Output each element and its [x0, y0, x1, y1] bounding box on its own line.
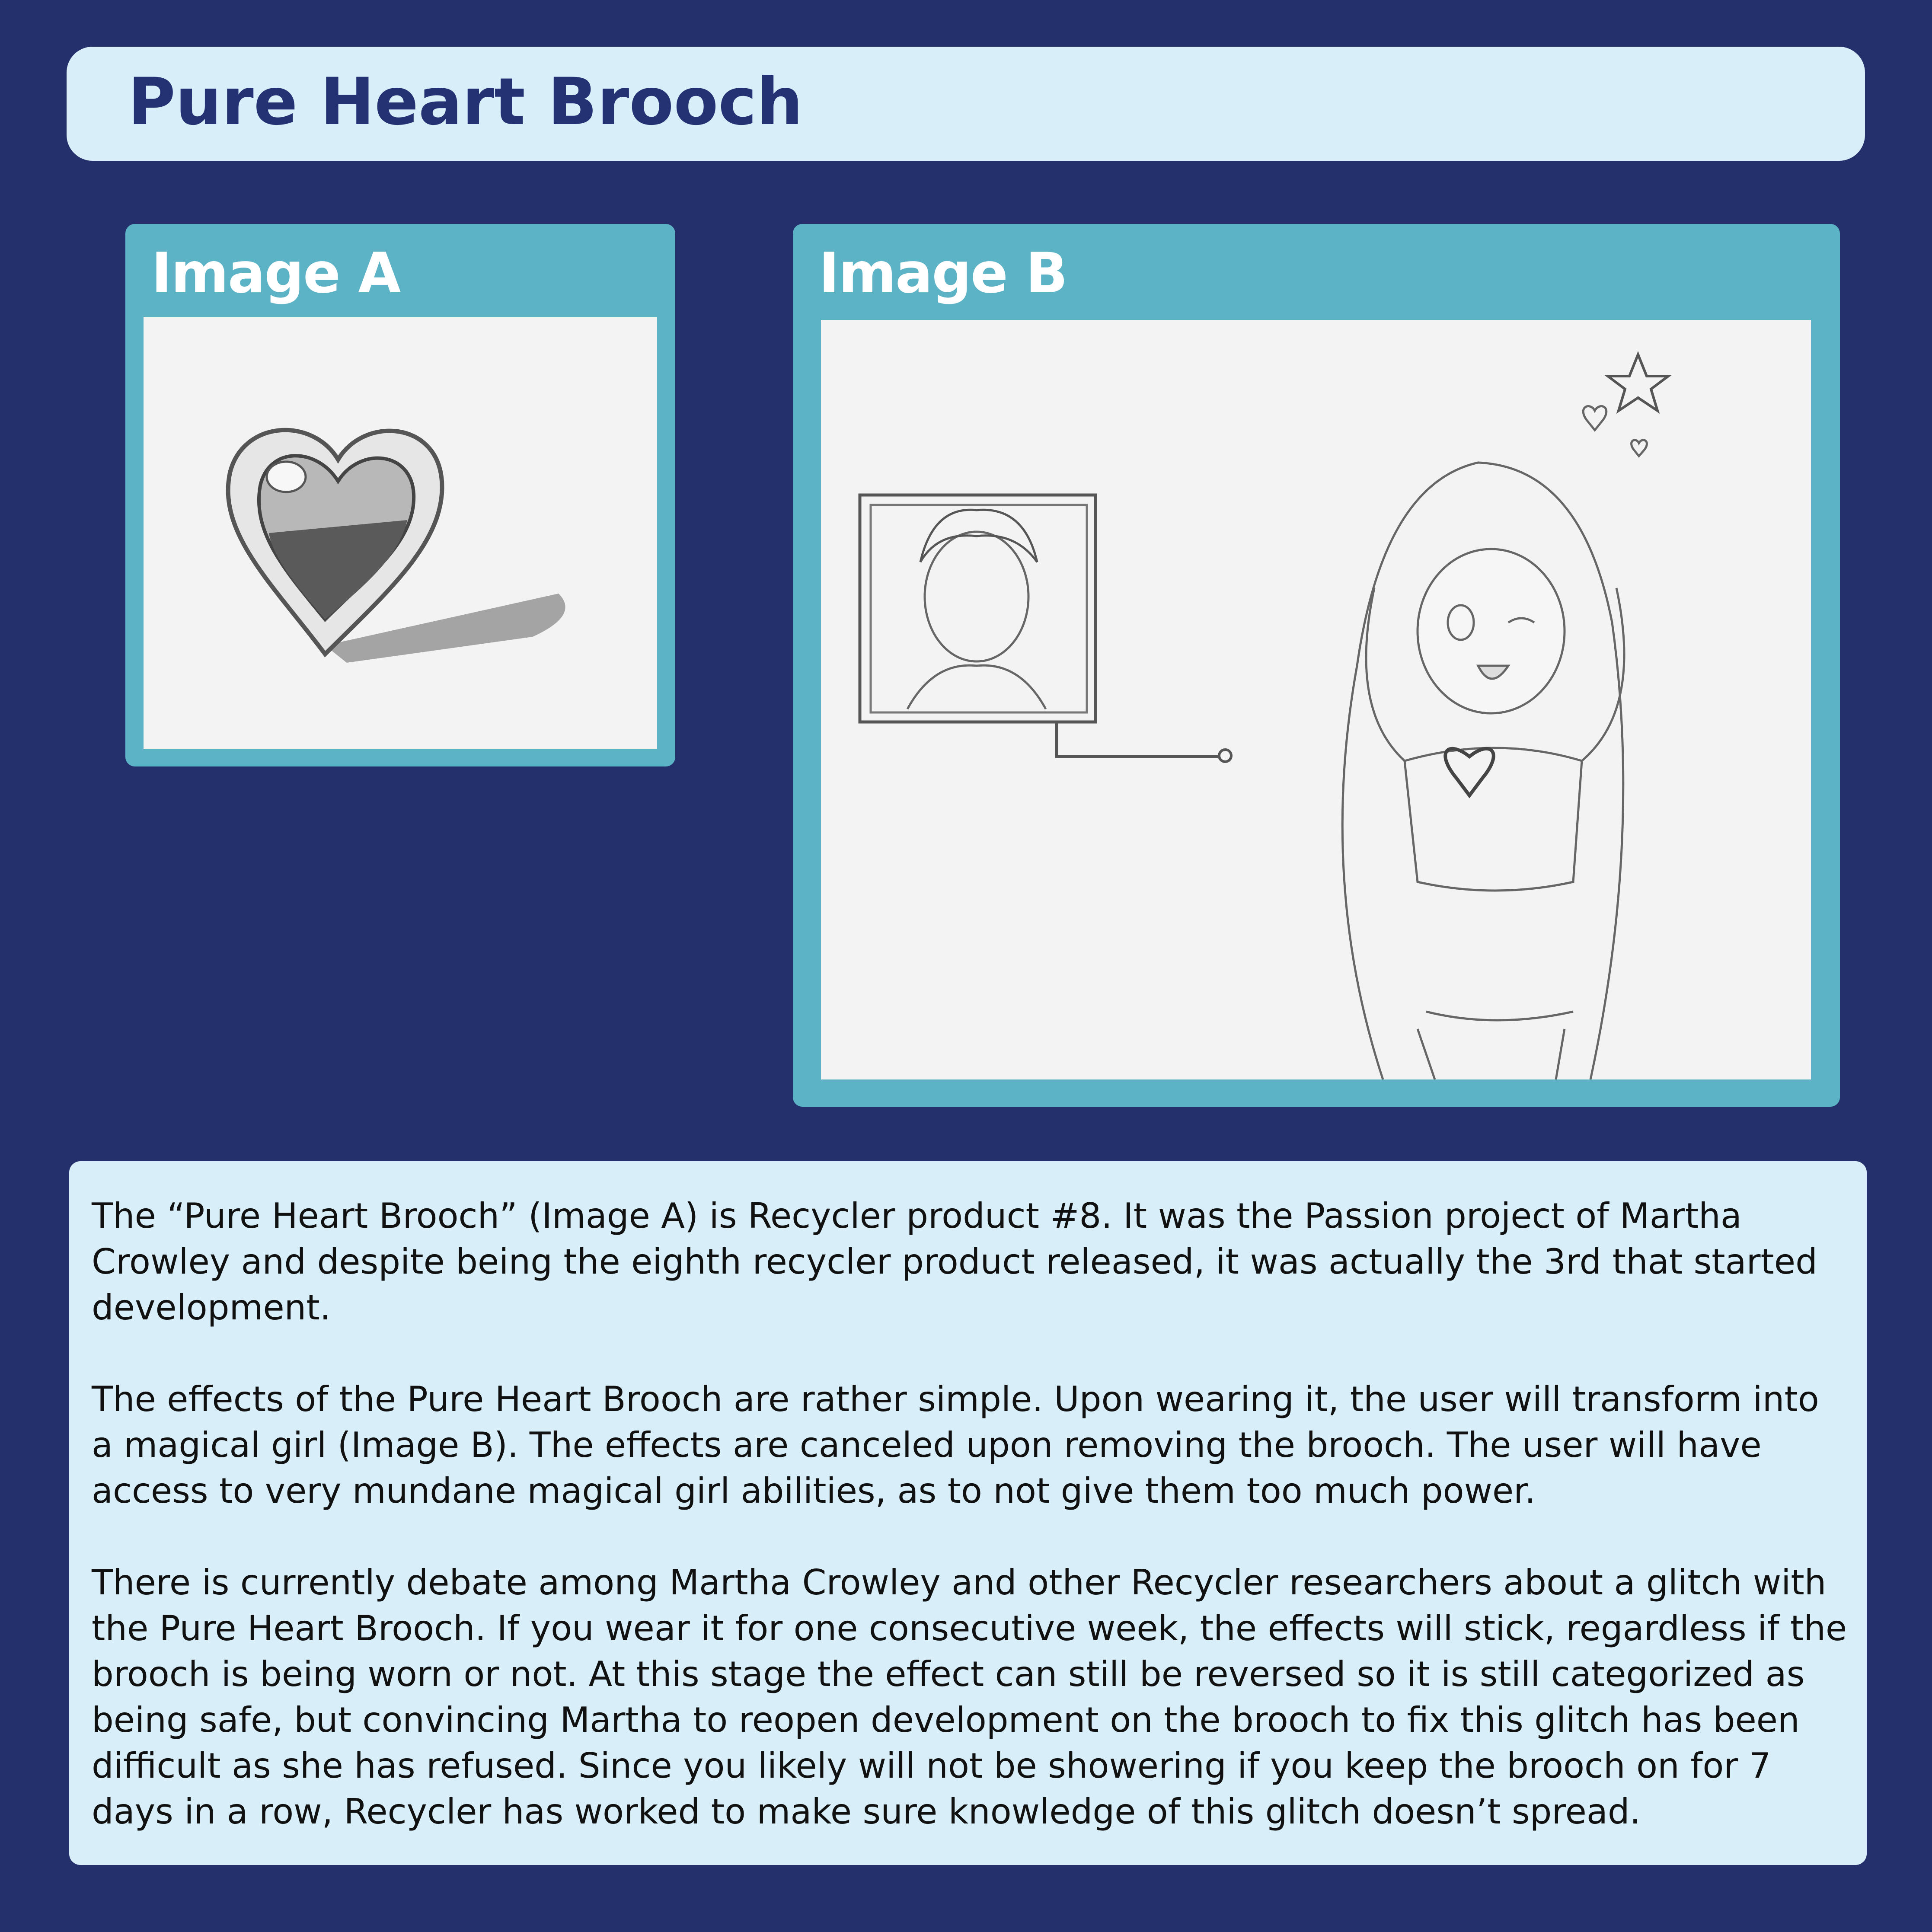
- image-b-label: Image B: [819, 241, 1067, 306]
- description-paragraph-1: The “Pure Heart Brooch” (Image A) is Recycler product #8. It was the Passion project of Martha Crowley and despite being the eighth recycler product released, it was actually the 3rd that started development.: [92, 1196, 1817, 1328]
- title-bar: [67, 47, 1865, 161]
- description-paragraph-2: The effects of the Pure Heart Brooch are rather simple. Upon wearing it, the user will transform into a magical girl (Image B). The effects are canceled upon removing the brooch. The user will have access to very mundane magical girl abilities, as to not give them too much power.: [92, 1379, 1819, 1511]
- page-title: Pure Heart Brooch: [128, 64, 803, 140]
- description-box: [69, 1161, 1867, 1865]
- image-a-panel: [125, 224, 675, 766]
- image-a-label: Image A: [151, 241, 400, 306]
- description-paragraph-3: There is currently debate among Martha Crowley and other Recycler researchers about a glitch with the Pure Heart Brooch. If you wear it for one consecutive week, the effects will stick, regardless if the brooch is being worn or not. At this stage the effect can still be reversed so it is still categorized as being safe, but convincing Martha to reopen development on the brooch to fix this glitch has been difficult as she has refused. Since you likely will not be showering if you keep the brooch on for 7 days in a row, Recycler has worked to make sure knowledge of this glitch doesn’t spread.: [92, 1562, 1847, 1832]
- image-b-panel: [793, 224, 1840, 1107]
- brooch-sketch-image: [144, 317, 657, 749]
- description-text: [92, 1193, 1851, 1835]
- magical-girl-sketch-image: [821, 320, 1811, 1079]
